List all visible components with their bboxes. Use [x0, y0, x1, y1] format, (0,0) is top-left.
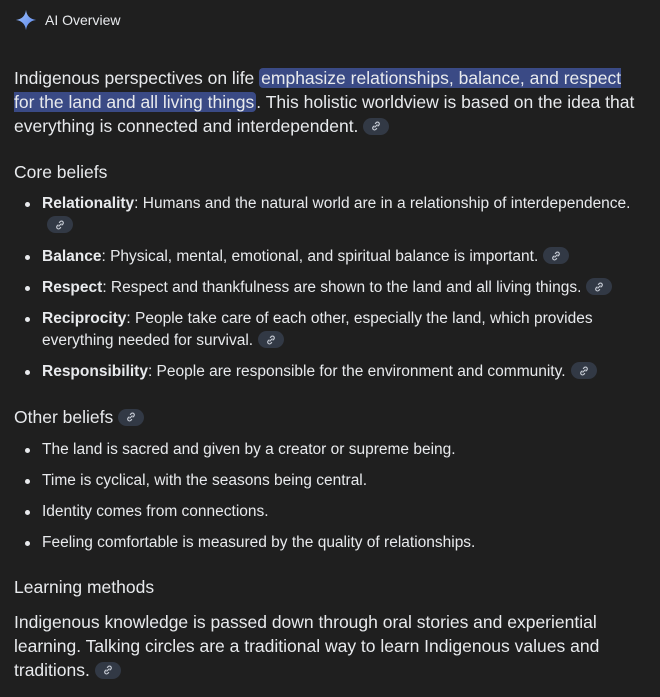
source-link-chip[interactable] [363, 118, 389, 135]
sparkle-icon [15, 9, 37, 31]
belief-term: Responsibility [42, 363, 148, 380]
list-item [14, 246, 646, 268]
belief-text: : People are responsible for the environment and community. [147, 363, 566, 380]
intro-highlight: emphasize relationships, balance, and respect for the land and all living things [14, 68, 622, 112]
intro-tail: . This holistic worldview is based on the idea that everything is connected and interdependent. [14, 92, 635, 136]
other-beliefs-heading [14, 405, 646, 429]
list-item: Time is cyclical, with the seasons being central. [14, 470, 646, 492]
source-link-chip[interactable] [118, 409, 144, 426]
belief-text: : Humans and the natural world are in a relationship of interdependence. [134, 195, 631, 212]
ai-overview-title: AI Overview [45, 12, 121, 28]
link-icon [578, 365, 590, 377]
link-icon [593, 281, 605, 293]
list-item [14, 361, 646, 383]
list-item [14, 193, 646, 237]
intro-lead: Indigenous perspectives on life [14, 68, 260, 88]
link-icon [54, 219, 66, 231]
belief-term: Relationality [42, 195, 135, 212]
list-item: Feeling comfortable is measured by the quality of relationships. [14, 532, 646, 554]
ai-overview-header [14, 0, 646, 38]
core-beliefs-list [14, 193, 646, 383]
belief-term: Balance [42, 248, 102, 265]
source-link-chip[interactable] [47, 216, 73, 233]
intro-paragraph [14, 66, 646, 138]
belief-text: : Physical, mental, emotional, and spiritual balance is important. [101, 248, 539, 265]
link-icon [102, 664, 114, 676]
belief-text: : Respect and thankfulness are shown to the land and all living things. [102, 279, 582, 296]
list-item: Identity comes from connections. [14, 501, 646, 523]
learning-paragraph [14, 610, 646, 682]
link-icon [125, 411, 137, 423]
learning-methods-heading: Learning methods [14, 577, 155, 597]
belief-text: : People take care of each other, especially the land, which provides everything needed for survival. [42, 310, 593, 349]
other-beliefs-list [14, 439, 646, 554]
link-icon [370, 120, 382, 132]
core-beliefs-heading: Core beliefs [14, 162, 108, 182]
source-link-chip[interactable] [258, 331, 284, 348]
source-link-chip[interactable] [571, 362, 597, 379]
other-beliefs-heading-text: Other beliefs [14, 407, 114, 427]
source-link-chip[interactable] [543, 247, 569, 264]
list-item: The land is sacred and given by a creator or supreme being. [14, 439, 646, 461]
learning-text: Indigenous knowledge is passed down through oral stories and experiential learning. Talking circles are a traditional way to learn Indigenous values and traditions. [14, 612, 600, 680]
link-icon [550, 250, 562, 262]
list-item [14, 277, 646, 299]
link-icon [265, 334, 277, 346]
source-link-chip[interactable] [95, 662, 121, 679]
list-item [14, 308, 646, 352]
source-link-chip[interactable] [586, 278, 612, 295]
belief-term: Respect [42, 279, 103, 296]
belief-term: Reciprocity [42, 310, 127, 327]
